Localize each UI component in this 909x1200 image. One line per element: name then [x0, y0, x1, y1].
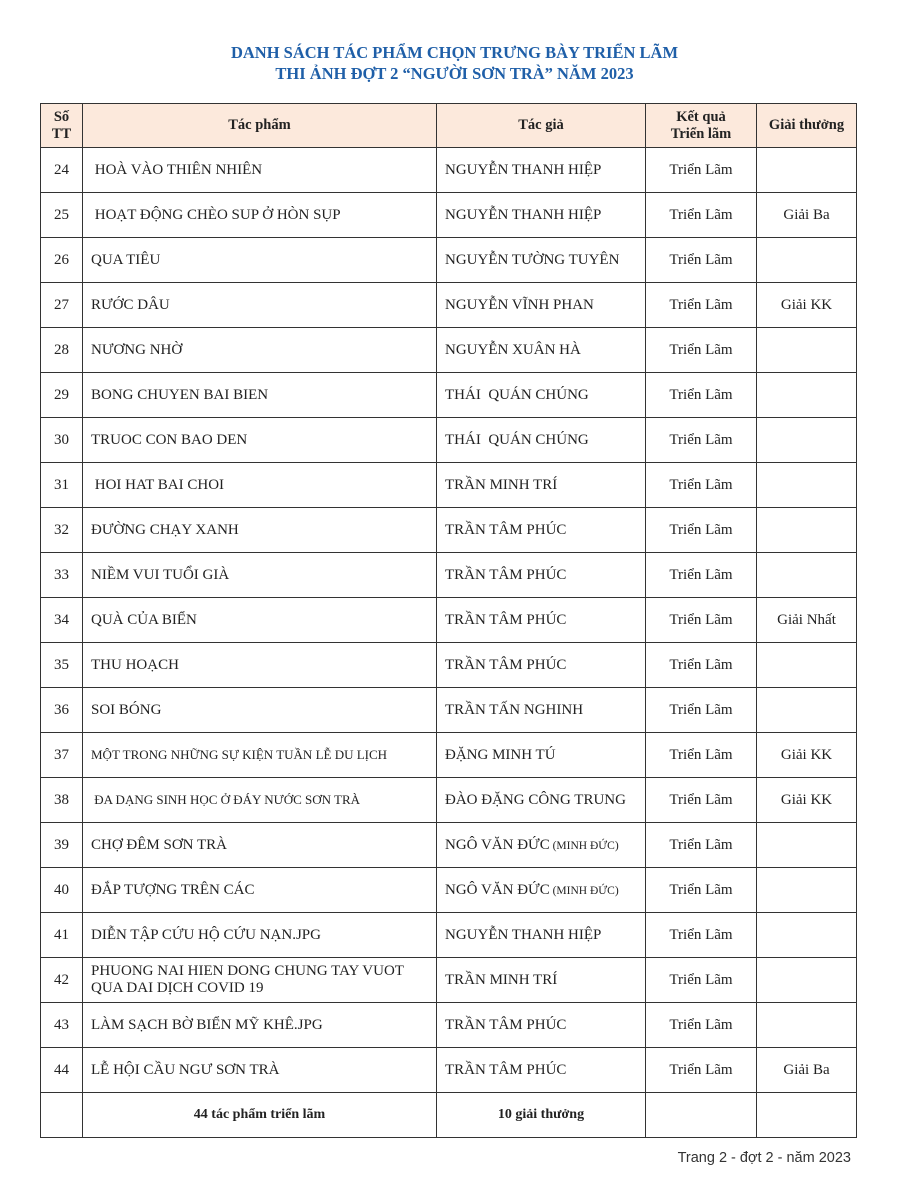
work-title: THU HOẠCH	[83, 643, 437, 688]
summary-empty-award	[757, 1093, 857, 1138]
work-author	[437, 913, 646, 958]
author-pen-name: (MINH ĐỨC)	[549, 839, 619, 852]
row-number: 35	[41, 643, 83, 688]
award	[757, 643, 857, 688]
author-name: TRẦN MINH TRÍ	[445, 476, 558, 493]
work-title: LÀM SẠCH BỜ BIỂN MỸ KHÊ.JPG	[83, 1003, 437, 1048]
award	[757, 553, 857, 598]
author-name: TRẦN TẤN NGHINH	[445, 701, 584, 718]
table-row	[41, 1048, 857, 1093]
table-row	[41, 733, 857, 778]
row-number: 39	[41, 823, 83, 868]
award	[757, 688, 857, 733]
work-title: NƯƠNG NHỜ	[83, 328, 437, 373]
exhibition-result: Triển Lãm	[646, 1003, 757, 1048]
exhibition-result: Triển Lãm	[646, 508, 757, 553]
header-award: Giải thưởng	[757, 104, 857, 148]
award: Giải Ba	[757, 193, 857, 238]
work-title: HOI HAT BAI CHOI	[83, 463, 437, 508]
table-body	[41, 148, 857, 1138]
work-author	[437, 463, 646, 508]
table-row	[41, 328, 857, 373]
work-title: TRUOC CON BAO DEN	[83, 418, 437, 463]
work-author	[437, 1048, 646, 1093]
summary-row	[41, 1093, 857, 1138]
award	[757, 148, 857, 193]
author-name: TRẦN TÂM PHÚC	[445, 521, 567, 538]
header-number-line-1: Số	[53, 108, 70, 125]
exhibition-result: Triển Lãm	[646, 643, 757, 688]
work-author	[437, 328, 646, 373]
header-number-line-2: TT	[51, 125, 72, 142]
award	[757, 373, 857, 418]
award	[757, 958, 857, 1003]
author-name: THÁI QUÁN CHÚNG	[445, 431, 589, 448]
work-title: QUÀ CỦA BIỂN	[83, 598, 437, 643]
exhibition-result: Triển Lãm	[646, 1048, 757, 1093]
work-author	[437, 598, 646, 643]
document-title-line-2: THI ẢNH ĐỢT 2 “NGƯỜI SƠN TRÀ” NĂM 2023	[275, 64, 634, 83]
author-name: THÁI QUÁN CHÚNG	[445, 386, 589, 403]
work-author	[437, 958, 646, 1003]
award	[757, 868, 857, 913]
table-row	[41, 553, 857, 598]
author-name: ĐẶNG MINH TÚ	[445, 746, 556, 763]
exhibition-result: Triển Lãm	[646, 463, 757, 508]
award	[757, 1003, 857, 1048]
work-author	[437, 823, 646, 868]
row-number: 31	[41, 463, 83, 508]
table-row	[41, 868, 857, 913]
exhibition-result: Triển Lãm	[646, 778, 757, 823]
table-row	[41, 508, 857, 553]
header-result-line-1: Kết quả	[676, 108, 726, 125]
work-title: ĐẮP TƯỢNG TRÊN CÁC	[83, 868, 437, 913]
row-number: 42	[41, 958, 83, 1003]
row-number: 26	[41, 238, 83, 283]
header-author: Tác giả	[437, 104, 646, 148]
summary-awards-count: 10 giải thưởng	[437, 1093, 646, 1138]
award	[757, 328, 857, 373]
author-name: TRẦN TÂM PHÚC	[445, 611, 567, 628]
exhibition-result: Triển Lãm	[646, 193, 757, 238]
work-title: HOÀ VÀO THIÊN NHIÊN	[83, 148, 437, 193]
author-name: NGUYỄN THANH HIỆP	[445, 161, 602, 178]
page-footer: Trang 2 - đợt 2 - năm 2023	[677, 1150, 851, 1166]
work-author	[437, 508, 646, 553]
author-name: NGUYỄN XUÂN HÀ	[445, 341, 581, 358]
award	[757, 418, 857, 463]
exhibition-result: Triển Lãm	[646, 553, 757, 598]
work-title: CHỢ ĐÊM SƠN TRÀ	[83, 823, 437, 868]
work-author	[437, 778, 646, 823]
award	[757, 913, 857, 958]
award	[757, 508, 857, 553]
exhibition-result: Triển Lãm	[646, 238, 757, 283]
work-author	[437, 193, 646, 238]
award: Giải Ba	[757, 1048, 857, 1093]
header-number	[41, 104, 83, 148]
work-title: PHUONG NAI HIEN DONG CHUNG TAY VUOT QUA DAI DỊCH COVID 19	[83, 958, 437, 1003]
row-number: 28	[41, 328, 83, 373]
work-author	[437, 238, 646, 283]
row-number: 40	[41, 868, 83, 913]
table-row	[41, 1003, 857, 1048]
summary-empty-result	[646, 1093, 757, 1138]
award: Giải KK	[757, 778, 857, 823]
row-number: 29	[41, 373, 83, 418]
work-author	[437, 688, 646, 733]
table-row	[41, 958, 857, 1003]
table-row	[41, 238, 857, 283]
author-name: ĐÀO ĐẶNG CÔNG TRUNG	[445, 791, 626, 808]
author-name: NGUYỄN VĨNH PHAN	[445, 296, 594, 313]
row-number: 44	[41, 1048, 83, 1093]
author-name: NGÔ VĂN ĐỨC	[445, 836, 550, 853]
author-pen-name: (MINH ĐỨC)	[549, 884, 619, 897]
award: Giải KK	[757, 733, 857, 778]
row-number: 33	[41, 553, 83, 598]
summary-works-count: 44 tác phẩm triển lãm	[83, 1093, 437, 1138]
work-title: NIỀM VUI TUỔI GIÀ	[83, 553, 437, 598]
work-author	[437, 373, 646, 418]
row-number: 25	[41, 193, 83, 238]
work-author	[437, 148, 646, 193]
author-name: TRẦN TÂM PHÚC	[445, 656, 567, 673]
work-title: BONG CHUYEN BAI BIEN	[83, 373, 437, 418]
author-name: TRẦN TÂM PHÚC	[445, 1061, 567, 1078]
exhibition-result: Triển Lãm	[646, 733, 757, 778]
row-number: 34	[41, 598, 83, 643]
work-author	[437, 733, 646, 778]
exhibition-result: Triển Lãm	[646, 283, 757, 328]
table-row	[41, 283, 857, 328]
summary-empty-number	[41, 1093, 83, 1138]
table-row	[41, 373, 857, 418]
work-title: RƯỚC DÂU	[83, 283, 437, 328]
work-title: SOI BÓNG	[83, 688, 437, 733]
header-result-line-2: Triển lãm	[670, 125, 732, 142]
work-author	[437, 283, 646, 328]
award	[757, 823, 857, 868]
work-title: QUA TIÊU	[83, 238, 437, 283]
exhibition-result: Triển Lãm	[646, 148, 757, 193]
table-row	[41, 598, 857, 643]
work-author	[437, 1003, 646, 1048]
work-title: LỄ HỘI CẦU NGƯ SƠN TRÀ	[83, 1048, 437, 1093]
header-result	[646, 104, 757, 148]
author-name: NGUYỄN TƯỜNG TUYÊN	[445, 251, 620, 268]
row-number: 24	[41, 148, 83, 193]
work-title: MỘT TRONG NHỮNG SỰ KIỆN TUẦN LỄ DU LỊCH	[83, 733, 437, 778]
table-row	[41, 463, 857, 508]
work-author	[437, 553, 646, 598]
work-title: DIỄN TẬP CỨU HỘ CỨU NẠN.JPG	[83, 913, 437, 958]
exhibition-result: Triển Lãm	[646, 688, 757, 733]
table-row	[41, 823, 857, 868]
table-row	[41, 778, 857, 823]
row-number: 27	[41, 283, 83, 328]
work-author	[437, 868, 646, 913]
row-number: 36	[41, 688, 83, 733]
work-title: HOẠT ĐỘNG CHÈO SUP Ở HÒN SỤP	[83, 193, 437, 238]
exhibition-result: Triển Lãm	[646, 418, 757, 463]
exhibition-result: Triển Lãm	[646, 598, 757, 643]
work-author	[437, 643, 646, 688]
award	[757, 463, 857, 508]
table-row	[41, 913, 857, 958]
table-row	[41, 148, 857, 193]
work-title: ĐA DẠNG SINH HỌC Ở ĐÁY NƯỚC SƠN TRÀ	[83, 778, 437, 823]
work-author	[437, 418, 646, 463]
row-number: 43	[41, 1003, 83, 1048]
exhibition-result: Triển Lãm	[646, 913, 757, 958]
table-row	[41, 418, 857, 463]
award: Giải KK	[757, 283, 857, 328]
author-name: TRẦN MINH TRÍ	[445, 971, 558, 988]
author-name: NGUYỄN THANH HIỆP	[445, 926, 602, 943]
exhibition-result: Triển Lãm	[646, 868, 757, 913]
award: Giải Nhất	[757, 598, 857, 643]
header-work-title: Tác phẩm	[83, 104, 437, 148]
exhibition-result: Triển Lãm	[646, 373, 757, 418]
row-number: 38	[41, 778, 83, 823]
exhibition-result: Triển Lãm	[646, 328, 757, 373]
exhibition-result: Triển Lãm	[646, 958, 757, 1003]
work-title: ĐƯỜNG CHẠY XANH	[83, 508, 437, 553]
award	[757, 238, 857, 283]
row-number: 30	[41, 418, 83, 463]
author-name: NGUYỄN THANH HIỆP	[445, 206, 602, 223]
table-row	[41, 643, 857, 688]
row-number: 32	[41, 508, 83, 553]
author-name: TRẦN TÂM PHÚC	[445, 1016, 567, 1033]
row-number: 41	[41, 913, 83, 958]
row-number: 37	[41, 733, 83, 778]
table-row	[41, 193, 857, 238]
author-name: TRẦN TÂM PHÚC	[445, 566, 567, 583]
exhibition-result: Triển Lãm	[646, 823, 757, 868]
author-name: NGÔ VĂN ĐỨC	[445, 881, 550, 898]
document-title-line-1: DANH SÁCH TÁC PHẨM CHỌN TRƯNG BÀY TRIỂN LÃM	[230, 43, 679, 62]
table-header-row	[41, 104, 857, 148]
exhibition-works-table	[40, 103, 857, 1138]
table-row	[41, 688, 857, 733]
